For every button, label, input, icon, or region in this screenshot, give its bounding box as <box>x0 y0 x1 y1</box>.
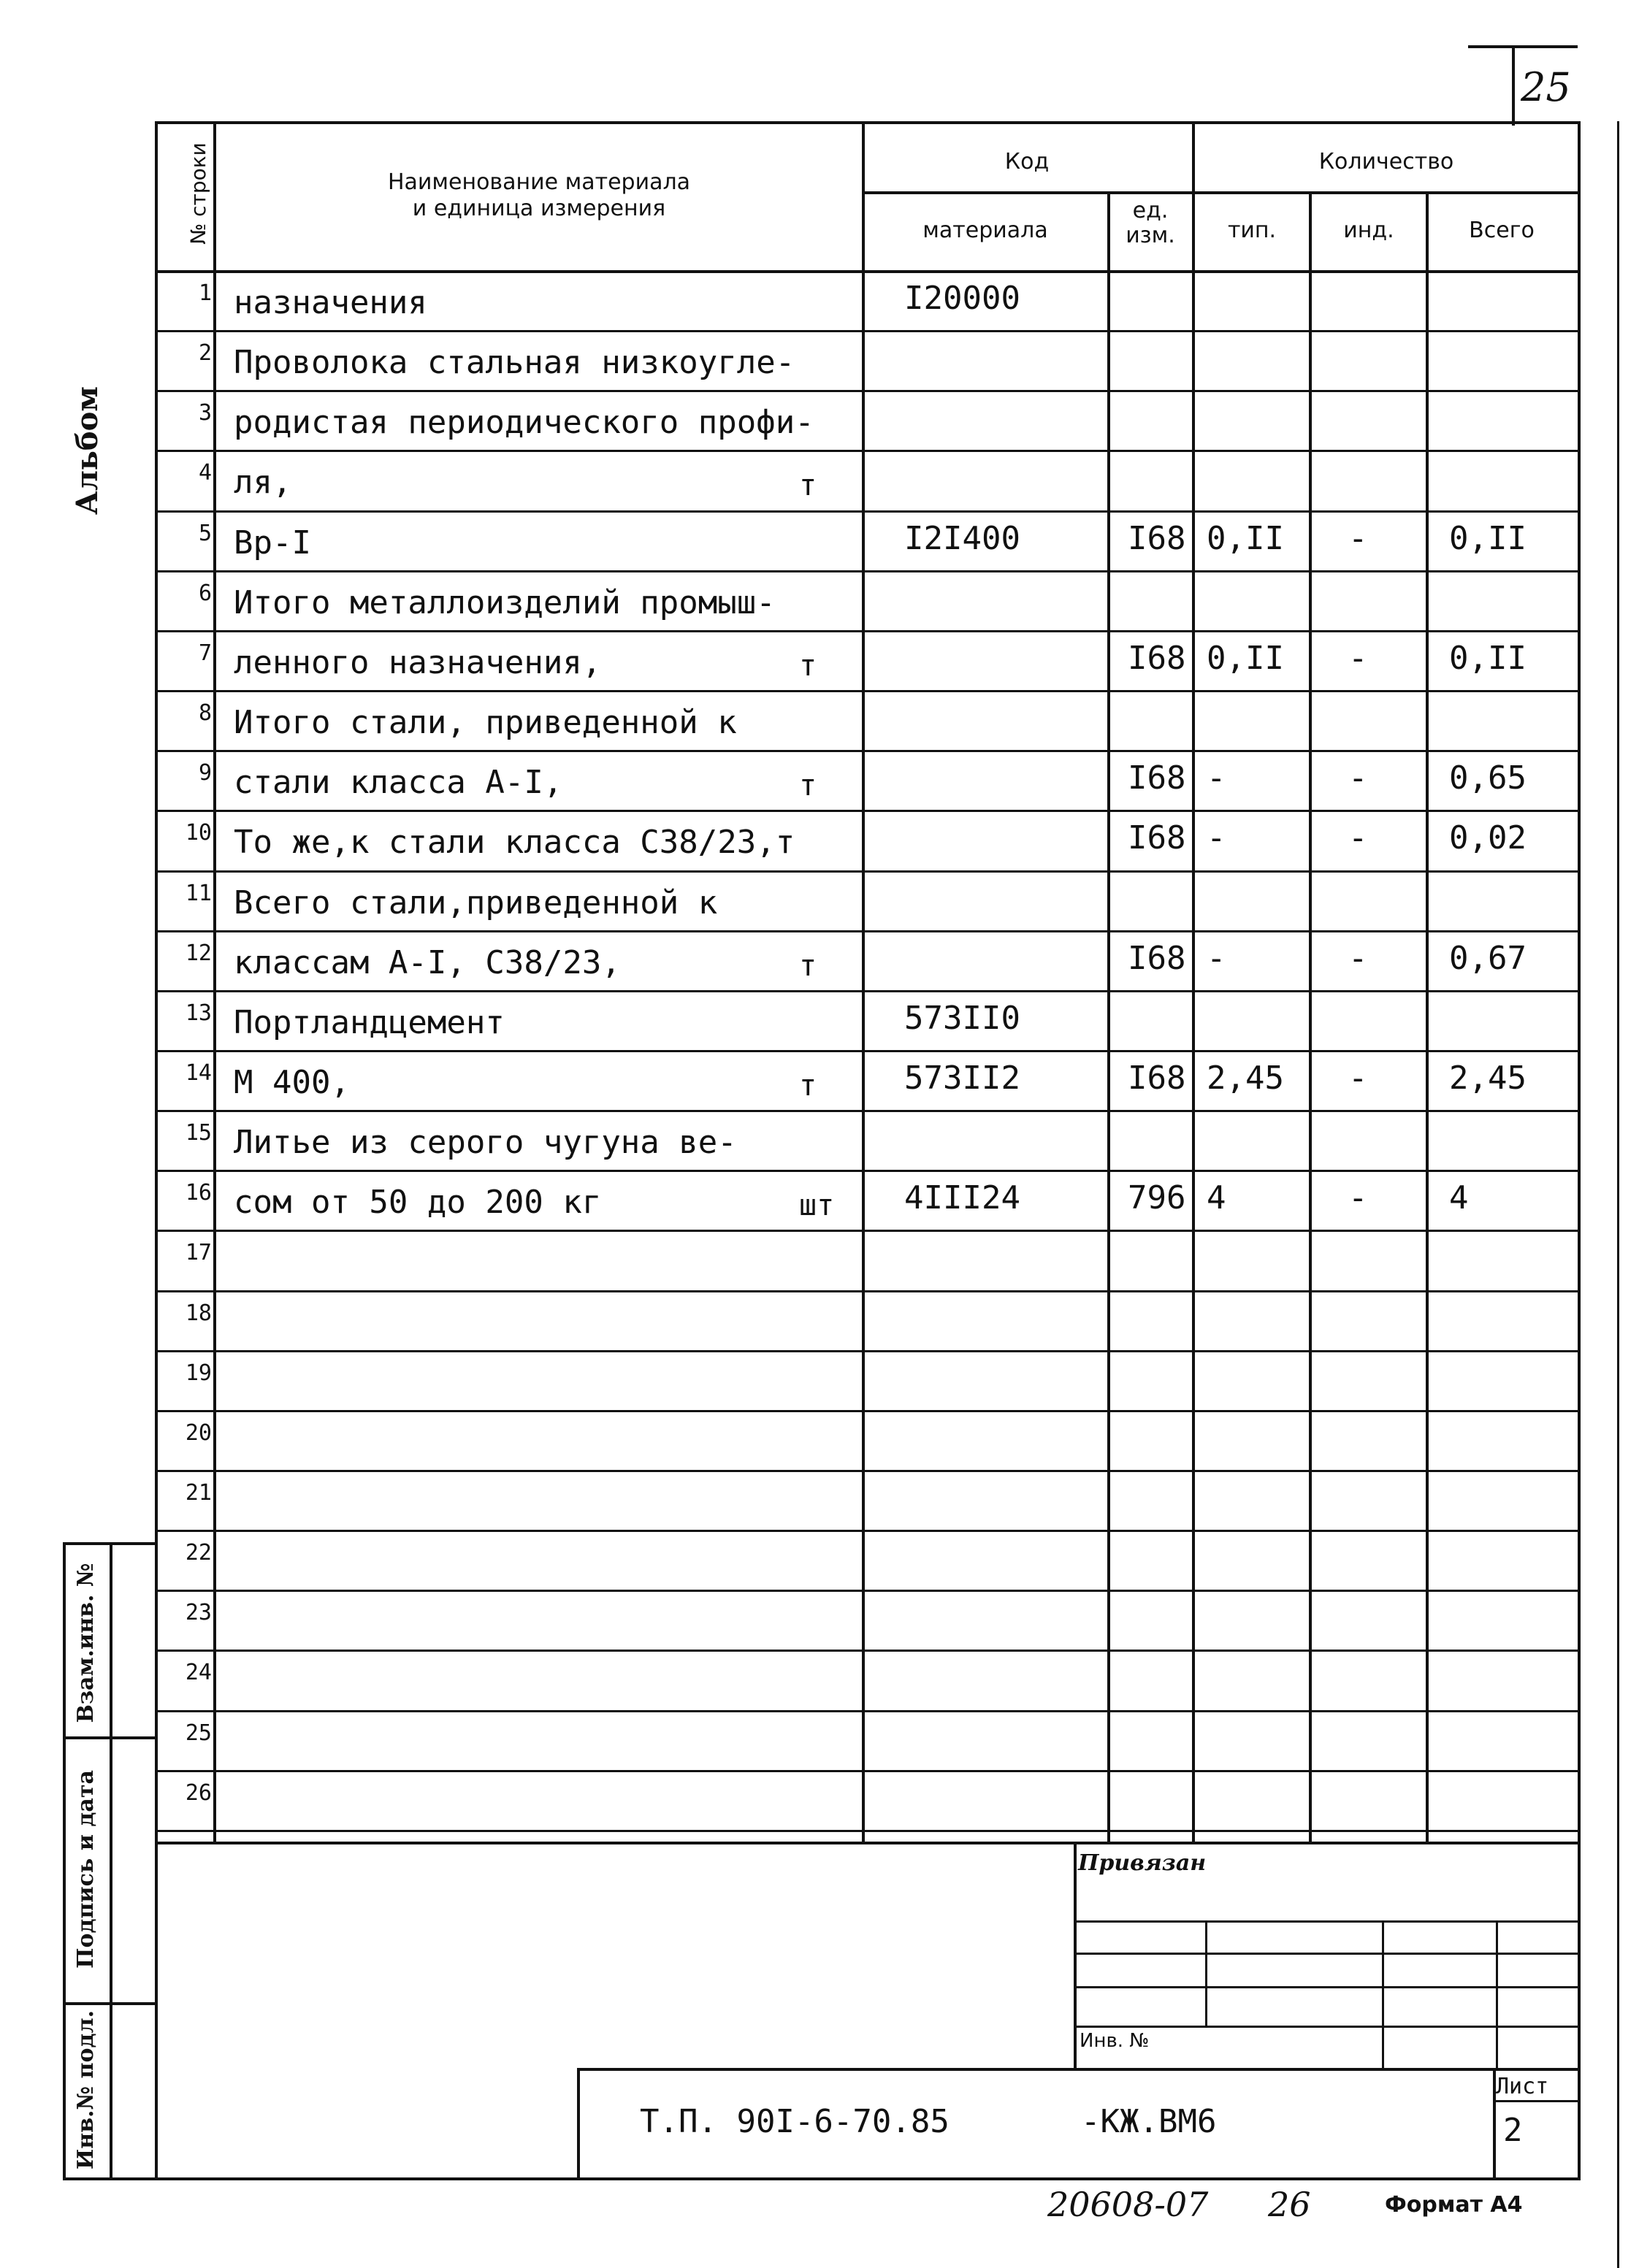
row-qty-ind: - <box>1348 759 1368 797</box>
header-row-no: № строки <box>186 142 210 245</box>
table-row-line <box>155 1110 1581 1112</box>
side-stamp-top <box>63 1542 155 1545</box>
table-row-line <box>155 1770 1581 1772</box>
row-name: То же,к стали класса С38/23,т <box>234 824 795 861</box>
row-unit: т <box>799 1069 817 1103</box>
header-mid-line <box>862 191 1578 194</box>
header-quantity: Количество <box>1318 149 1454 175</box>
header-name: Наименование материала и единица измерения <box>387 169 691 221</box>
row-qty-ind: - <box>1348 1179 1368 1217</box>
row-unit-code: I68 <box>1128 640 1186 677</box>
col-line-unit <box>1192 121 1195 1842</box>
row-qty-total: 0,II <box>1449 520 1527 557</box>
title-block-left <box>577 2068 580 2177</box>
stamp-row-line-3 <box>1074 1986 1581 1988</box>
table-row-line <box>155 1590 1581 1592</box>
row-name: сом от 50 до 200 кг <box>234 1184 602 1221</box>
row-name: Проволока стальная низкоугле- <box>234 344 795 381</box>
col-line-typ <box>1309 191 1312 1842</box>
sheet-box-divider <box>1493 2100 1581 2102</box>
table-row-line <box>155 510 1581 513</box>
row-unit: т <box>799 469 817 502</box>
row-qty-total: 0,65 <box>1449 759 1527 797</box>
row-name: родистая периодического профи- <box>234 404 814 441</box>
row-number: 12 <box>185 940 212 966</box>
frame-bottom <box>155 2177 1581 2180</box>
row-name: ленного назначения, <box>234 644 602 681</box>
row-number: 5 <box>198 521 212 546</box>
table-row-line <box>155 990 1581 992</box>
row-unit: шт <box>799 1189 835 1222</box>
row-name: М 400, <box>234 1064 350 1101</box>
row-number: 2 <box>198 340 212 366</box>
row-unit-code: I68 <box>1128 520 1186 557</box>
row-material-code: 573II0 <box>904 1000 1020 1037</box>
row-qty-typ: - <box>1207 940 1226 977</box>
header-ind: инд. <box>1343 218 1394 243</box>
album-side-label: Альбом <box>70 386 104 515</box>
table-row-line <box>155 1650 1581 1652</box>
header-unit: ед. изм. <box>1126 198 1175 248</box>
row-qty-ind: - <box>1348 819 1368 857</box>
table-row-line <box>155 1170 1581 1172</box>
row-name: ля, <box>234 464 292 501</box>
row-name: Вр-I <box>234 524 311 562</box>
row-number: 4 <box>198 460 212 486</box>
table-row-line <box>155 330 1581 332</box>
row-unit-code: I68 <box>1128 1060 1186 1097</box>
row-name: классам А-I, С38/23, <box>234 944 621 981</box>
title-block-top <box>577 2068 1581 2071</box>
table-row-line <box>155 450 1581 452</box>
table-row-line <box>155 1830 1581 1832</box>
row-number: 13 <box>185 1000 212 1026</box>
row-qty-total: 0,02 <box>1449 819 1527 857</box>
stamp-bound-label: Привязан <box>1078 1850 1207 1876</box>
stamp-left-line <box>1074 1842 1077 2068</box>
document-suffix: -КЖ.ВМ6 <box>1081 2103 1217 2140</box>
table-row-line <box>155 1050 1581 1052</box>
row-qty-ind: - <box>1348 940 1368 977</box>
row-number: 16 <box>185 1180 212 1206</box>
page-number: 25 <box>1521 64 1571 110</box>
col-line-rownum <box>213 121 216 1842</box>
row-unit-code: 796 <box>1128 1179 1186 1217</box>
header-material: материала <box>922 218 1048 243</box>
row-qty-typ: 2,45 <box>1207 1060 1284 1097</box>
row-number: 17 <box>185 1240 212 1265</box>
header-code: Код <box>1004 149 1050 175</box>
row-number: 3 <box>198 400 212 426</box>
table-row-line <box>155 630 1581 632</box>
row-unit: т <box>799 649 817 683</box>
row-qty-total: 0,67 <box>1449 940 1527 977</box>
row-unit: т <box>799 769 817 802</box>
table-row-line <box>155 750 1581 752</box>
row-number: 6 <box>198 581 212 606</box>
frame-right <box>1578 121 1581 2177</box>
table-row-line <box>155 1470 1581 1472</box>
col-line-name <box>862 121 865 1842</box>
row-material-code: I2I400 <box>904 520 1020 557</box>
row-name: стали класса А-I, <box>234 764 563 801</box>
row-number: 25 <box>185 1720 212 1746</box>
header-typ: тип. <box>1227 218 1277 243</box>
row-unit-code: I68 <box>1128 819 1186 857</box>
col-line-ind <box>1426 191 1429 1842</box>
row-qty-typ: 0,II <box>1207 640 1284 677</box>
row-qty-typ: - <box>1207 819 1226 857</box>
row-qty-typ: 0,II <box>1207 520 1284 557</box>
row-material-code: I20000 <box>904 280 1020 317</box>
row-name: Всего стали,приведенной к <box>234 884 718 922</box>
stamp-col-line-2 <box>1382 1920 1384 2068</box>
table-row-line <box>155 930 1581 932</box>
row-qty-typ: 4 <box>1207 1179 1226 1217</box>
row-unit-code: I68 <box>1128 759 1186 797</box>
row-number: 20 <box>185 1420 212 1446</box>
stamp-inv-no: Инв. № <box>1080 2030 1150 2052</box>
side-stamp-bottom <box>63 2177 155 2180</box>
row-number: 21 <box>185 1480 212 1506</box>
stamp-row-line-1 <box>1074 1920 1581 1923</box>
header-total: Всего <box>1469 218 1535 243</box>
row-number: 18 <box>185 1300 212 1326</box>
row-qty-total: 0,II <box>1449 640 1527 677</box>
table-row-line <box>155 1710 1581 1712</box>
frame-top <box>155 121 1581 124</box>
sheet-label: Лист <box>1496 2074 1549 2099</box>
row-number: 1 <box>198 280 212 306</box>
stamp-row-line-4 <box>1074 2026 1581 2028</box>
footer-format: Формат А4 <box>1385 2192 1523 2218</box>
row-material-code: 4III24 <box>904 1179 1020 1217</box>
table-row-line <box>155 1350 1581 1352</box>
outer-right-rule <box>1617 121 1619 2268</box>
stamp-row-line-2 <box>1074 1953 1581 1955</box>
frame-left <box>155 121 158 2177</box>
page-number-box-top <box>1468 45 1578 48</box>
footer-handwritten-page: 26 <box>1268 2185 1311 2224</box>
row-name: назначения <box>234 284 427 321</box>
document-code: Т.П. 90I-6-70.85 <box>640 2103 950 2140</box>
row-qty-total: 2,45 <box>1449 1060 1527 1097</box>
side-stamp-sign-date: Подпись и дата <box>73 1770 99 1969</box>
row-unit: т <box>799 949 817 983</box>
table-row-line <box>155 390 1581 392</box>
row-number: 23 <box>185 1600 212 1625</box>
row-number: 19 <box>185 1360 212 1386</box>
table-row-line <box>155 1290 1581 1292</box>
side-stamp-mid <box>110 1542 112 2177</box>
row-number: 9 <box>198 760 212 786</box>
stamp-col-line-3 <box>1496 1920 1498 2068</box>
row-name: Портландцемент <box>234 1004 505 1041</box>
row-number: 11 <box>185 881 212 906</box>
table-row-line <box>155 690 1581 692</box>
side-stamp-swap-inv: Взам.инв. № <box>73 1563 99 1723</box>
header-bottom-line <box>155 270 1581 273</box>
table-row-line <box>155 570 1581 572</box>
row-number: 10 <box>185 820 212 846</box>
side-stamp-inv-orig: Инв.№ подл. <box>73 2010 99 2170</box>
row-number: 26 <box>185 1780 212 1806</box>
col-line-material <box>1107 191 1110 1842</box>
row-name: Итого стали, приведенной к <box>234 704 737 741</box>
page-number-box-left <box>1512 45 1515 126</box>
row-number: 8 <box>198 700 212 726</box>
table-row-line <box>155 1230 1581 1232</box>
row-number: 24 <box>185 1660 212 1685</box>
row-number: 15 <box>185 1120 212 1146</box>
table-row-line <box>155 870 1581 873</box>
row-unit-code: I68 <box>1128 940 1186 977</box>
table-row-line <box>155 810 1581 812</box>
row-qty-ind: - <box>1348 1060 1368 1097</box>
row-material-code: 573II2 <box>904 1060 1020 1097</box>
row-number: 7 <box>198 640 212 666</box>
row-name: Литье из серого чугуна ве- <box>234 1124 737 1161</box>
table-row-line <box>155 1410 1581 1412</box>
row-name: Итого металлоизделий промыш- <box>234 584 776 621</box>
footer-handwritten-number: 20608-07 <box>1047 2185 1209 2224</box>
row-number: 14 <box>185 1060 212 1086</box>
stamp-top-line <box>155 1842 1581 1844</box>
row-qty-typ: - <box>1207 759 1226 797</box>
row-number: 22 <box>185 1540 212 1566</box>
stamp-col-line-1 <box>1205 1920 1207 2026</box>
row-qty-ind: - <box>1348 640 1368 677</box>
table-row-line <box>155 1530 1581 1532</box>
row-qty-total: 4 <box>1449 1179 1469 1217</box>
row-qty-ind: - <box>1348 520 1368 557</box>
sheet-number: 2 <box>1503 2112 1523 2149</box>
side-stamp-div-1 <box>63 1736 155 1739</box>
